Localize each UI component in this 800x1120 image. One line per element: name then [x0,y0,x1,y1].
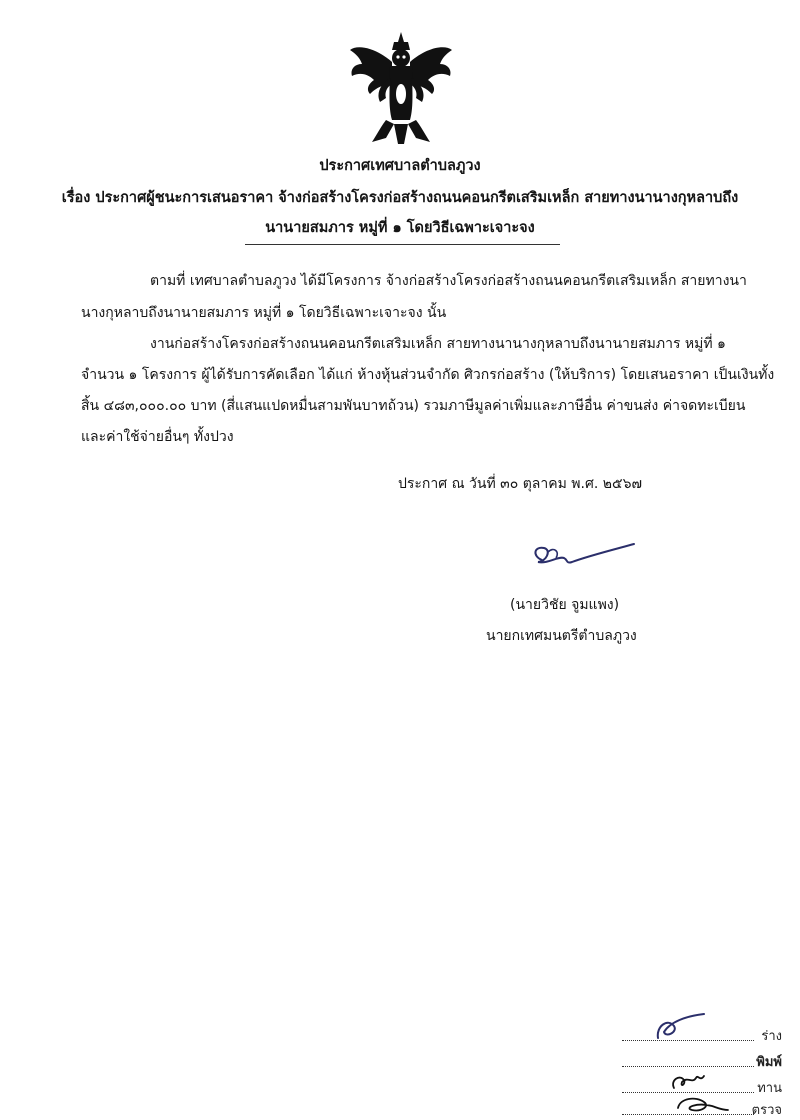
document-org-title: ประกาศเทศบาลตำบลภูวง [319,158,481,174]
paragraph-2-line-2: จำนวน ๑ โครงการ ผู้ได้รับการคัดเลือก ได้แก่ ห้างหุ้นส่วนจำกัด ศิวกรก่อสร้าง (ให้บริการ) โดยเสนอราคา เป็นเงินทั้ง [81,367,775,383]
document-subject-line-2: นานายสมภาร หมู่ที่ ๑ โดยวิธีเฉพาะเจาะจง [265,220,535,236]
checklist-label-draft: ร่าง [761,1029,782,1044]
signatory-position: นายกเทศมนตรีตำบลภูวง [486,628,637,644]
paragraph-1-line-2: นางกุหลาบถึงนานายสมภาร หมู่ที่ ๑ โดยวิธีเฉพาะเจาะจง นั้น [81,305,447,321]
paragraph-1-line-1: ตามที่ เทศบาลตำบลภูวง ได้มีโครงการ จ้างก่อสร้างโครงก่อสร้างถนนคอนกรีตเสริมเหล็ก สายทางนา [150,273,747,289]
paragraph-2-line-1: งานก่อสร้างโครงก่อสร้างถนนคอนกรีตเสริมเหล็ก สายทางนานางกุหลาบถึงนานายสมภาร หมู่ที่ ๑ [150,336,726,352]
checklist-label-type: พิมพ์ [756,1055,782,1070]
checklist-label-check: ตรวจ [751,1103,782,1118]
document-subject-line-1: เรื่อง ประกาศผู้ชนะการเสนอราคา จ้างก่อสร้างโครงก่อสร้างถนนคอนกรีตเสริมเหล็ก สายทางนานางกุหลาบถึง [61,190,739,206]
checklist-label-review: ทาน [757,1081,782,1096]
signatory-name: (นายวิชัย จูมแพง) [510,597,620,613]
header-divider [245,244,560,245]
signature-mark [528,538,638,572]
paragraph-2-line-3: สิ้น ๔๘๓,๐๐๐.๐๐ บาท (สี่แสนแปดหมื่นสามพันบาทถ้วน) รวมภาษีมูลค่าเพิ่มและภาษีอื่น ค่าขนส่ง ค่าจดทะเบียน [81,398,746,414]
garuda-emblem-icon [346,28,456,146]
announcement-date: ประกาศ ณ วันที่ ๓๐ ตุลาคม พ.ศ. ๒๕๖๗ [398,476,642,492]
paragraph-2-line-4: และค่าใช้จ่ายอื่นๆ ทั้งปวง [81,429,234,445]
checklist-row-draft [622,1024,782,1046]
checklist-dots [622,1114,754,1115]
checklist-row-check [622,1098,782,1120]
initial-mark-check [652,1086,732,1116]
checklist-dots [622,1040,754,1041]
initial-mark-draft [652,1012,712,1042]
